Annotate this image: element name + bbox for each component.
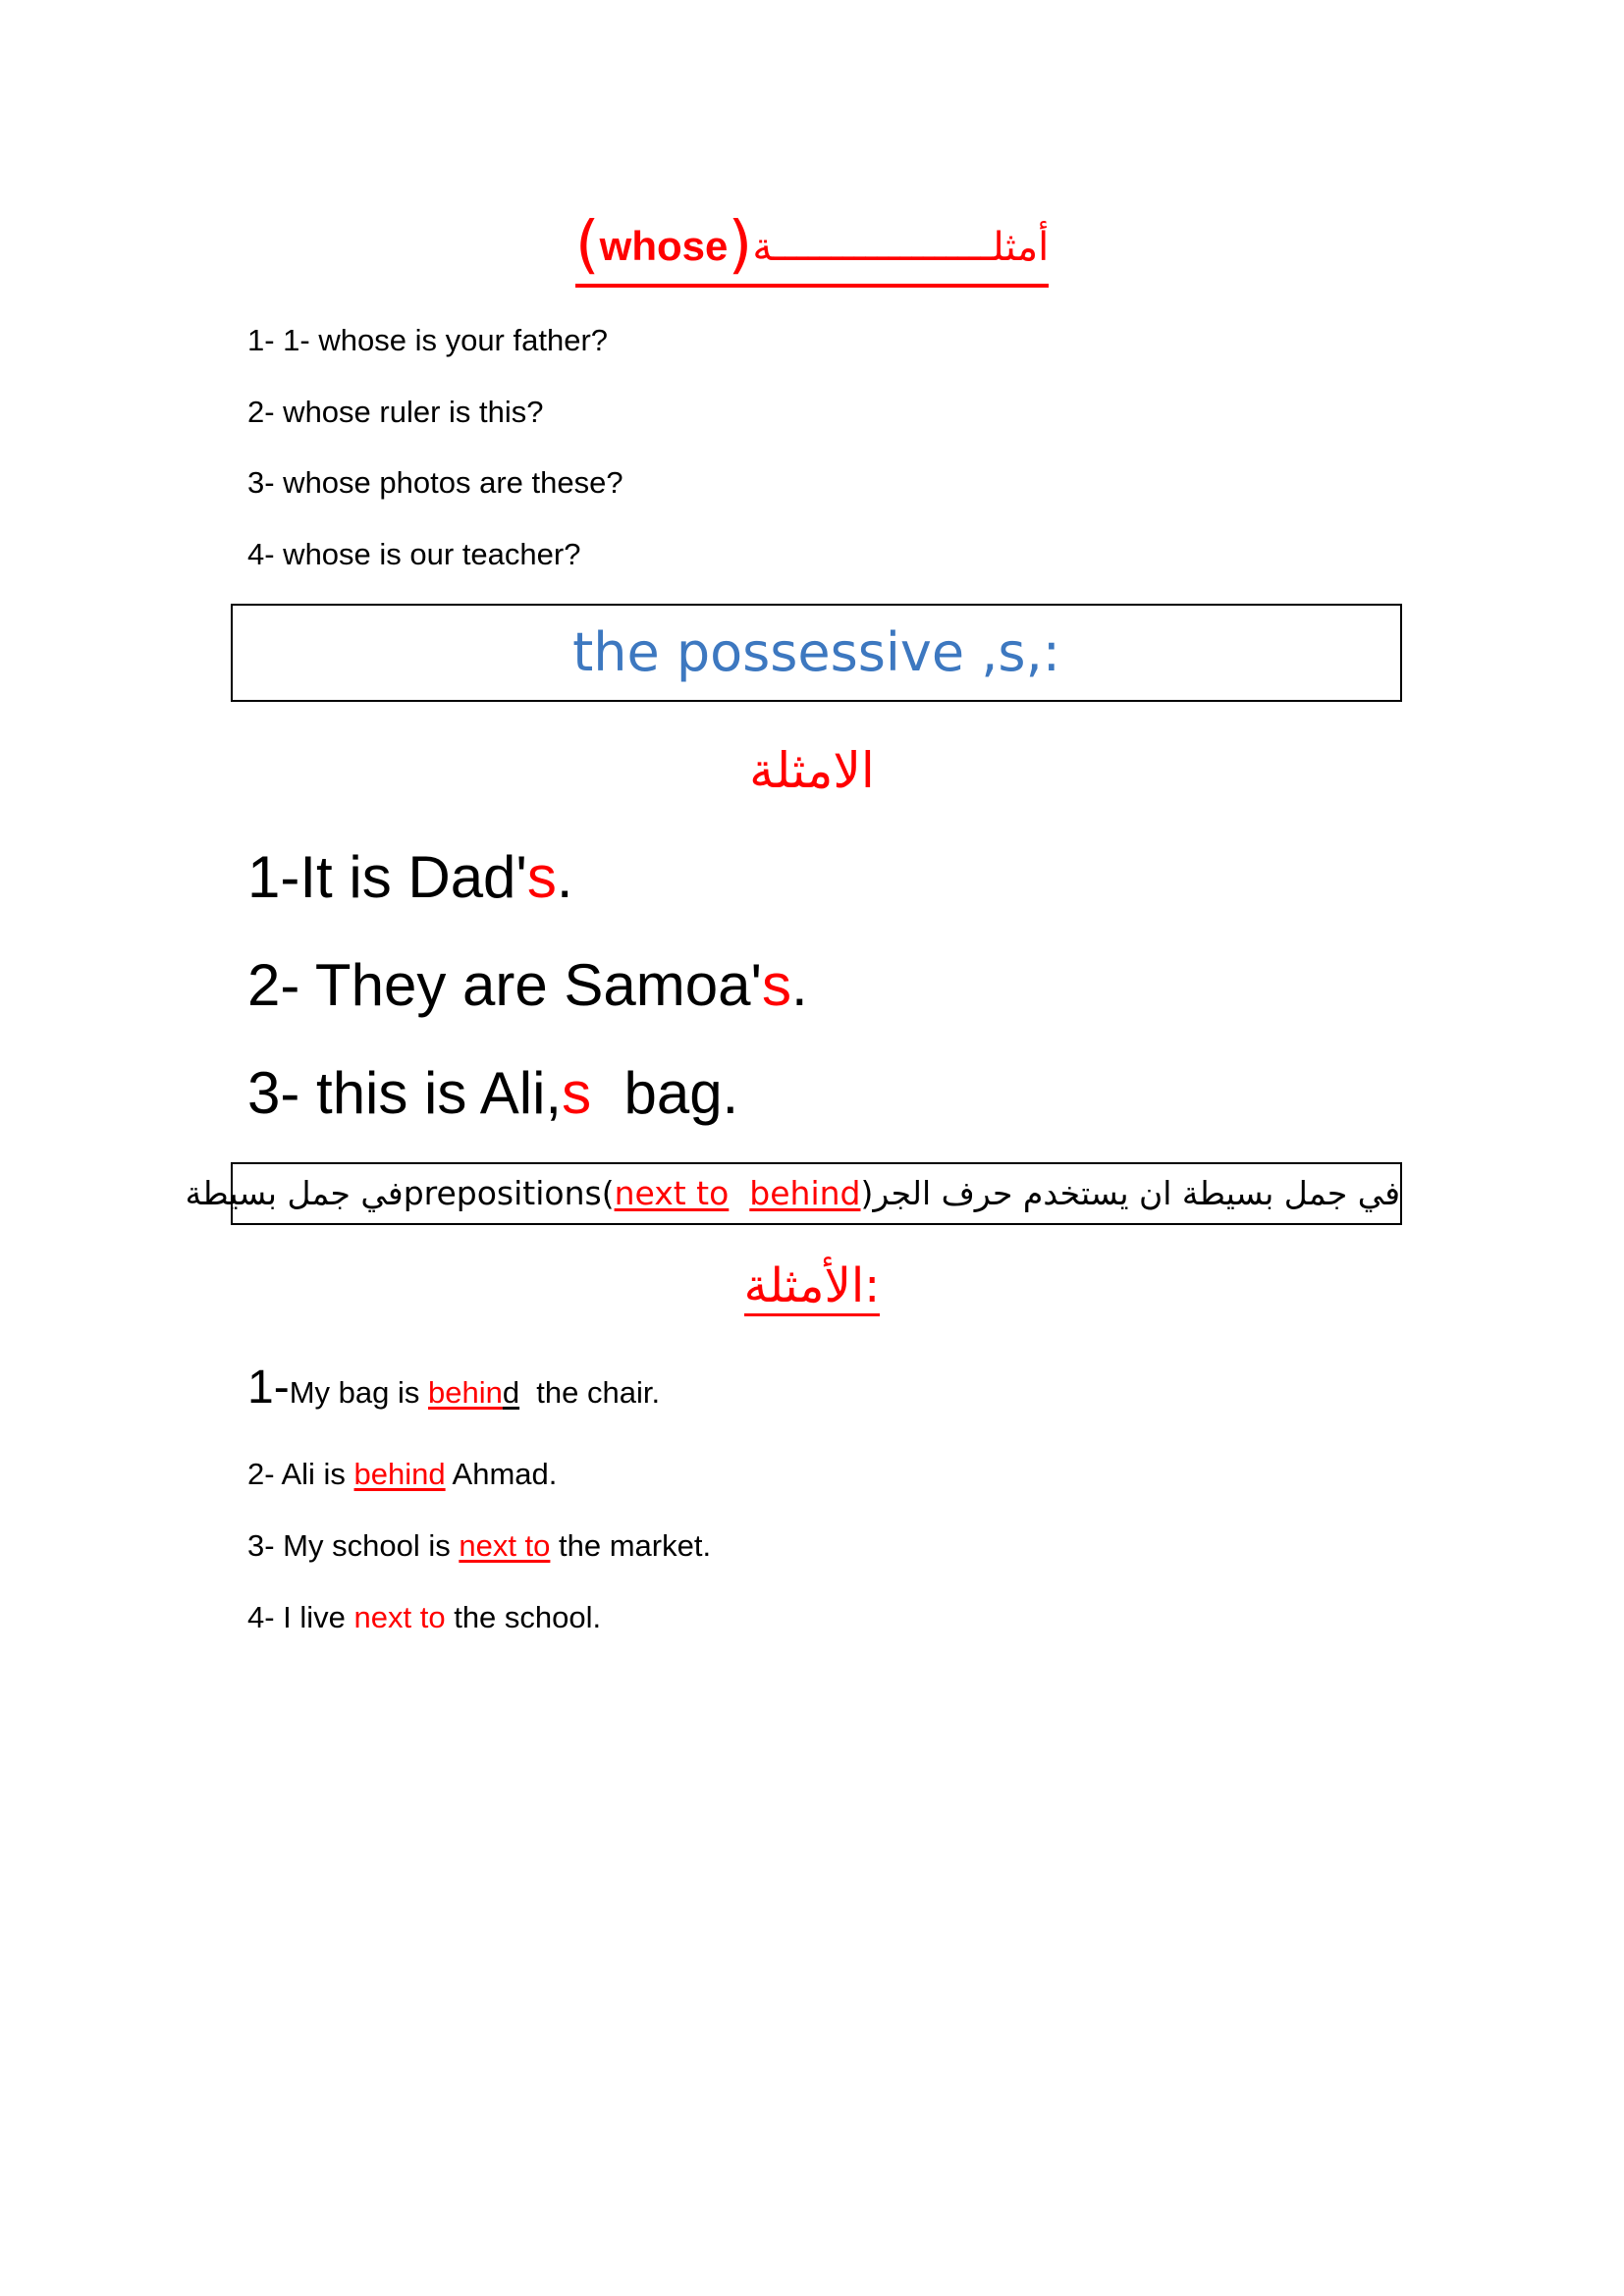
whose-example-4: 4- whose is our teacher?: [247, 537, 581, 571]
prep-example-4-highlight: next to: [353, 1600, 446, 1634]
whose-example-2: 2- whose ruler is this?: [247, 395, 544, 429]
prep-example-3-after: the market.: [550, 1528, 712, 1563]
possessive-examples-heading: الامثلة: [749, 742, 875, 799]
possessive-example-1-highlight: s: [526, 844, 557, 910]
prep-example-3: [247, 1524, 711, 1568]
prep-example-2-before: 2- Ali is: [247, 1457, 354, 1491]
prep-example-3-highlight: next to: [459, 1528, 551, 1563]
possessive-example-1-before: 1-It is Dad': [247, 844, 527, 910]
prep-example-3-before: 3- My school is: [247, 1528, 460, 1563]
prep-example-4-before: 4- I live: [247, 1600, 354, 1634]
prep-box-next-to: next to: [614, 1174, 730, 1212]
prep-example-1-highlight: behin: [427, 1375, 503, 1410]
possessive-example-3-before: 3- this is Ali,: [247, 1060, 563, 1126]
possessive-title-box: [231, 604, 1402, 702]
possessive-example-3-highlight: s: [562, 1060, 592, 1126]
whose-heading-paren-close: ): [728, 209, 753, 282]
prep-box-paren-open: (: [601, 1174, 615, 1212]
prep-example-1-after: the chair.: [519, 1375, 661, 1410]
prepositions-box: [185, 1162, 1402, 1225]
possessive-example-2-highlight: s: [761, 952, 791, 1018]
whose-heading-word: whose: [599, 223, 729, 269]
prep-example-4: [247, 1596, 601, 1639]
prep-box-arabic-end: في جمل بسيطة: [185, 1174, 404, 1212]
prep-example-1-lead: 1-: [247, 1362, 290, 1414]
possessive-example-2-after: .: [790, 952, 808, 1018]
whose-example-1: 1- 1- whose is your father?: [247, 323, 609, 357]
whose-heading: [0, 211, 1624, 288]
possessive-example-2: [247, 948, 808, 1023]
possessive-title: the possessive ,s,:: [572, 621, 1060, 683]
prep-example-2-highlight: behind: [353, 1457, 446, 1491]
prepositions-box-text: [185, 1170, 1400, 1217]
prep-example-2-after: Ahmad.: [445, 1457, 558, 1491]
possessive-example-3-after: bag.: [591, 1060, 739, 1126]
whose-example-3: 3- whose photos are these?: [247, 465, 623, 500]
prep-example-2: [247, 1453, 557, 1496]
prepositions-examples-heading: [0, 1247, 1624, 1325]
prep-box-paren-close: ): [860, 1174, 874, 1212]
prep-box-behind: behind: [749, 1174, 861, 1212]
possessive-example-1: [247, 840, 573, 915]
prep-example-1-mid: d: [502, 1375, 520, 1410]
whose-heading-underline: [575, 211, 1050, 288]
prep-example-1-before: My bag is: [289, 1375, 428, 1410]
prep-box-english-word: prepositions: [403, 1174, 602, 1212]
whose-heading-paren-open: (: [574, 209, 600, 282]
prepositions-examples-heading-text: :الأمثلة: [744, 1258, 881, 1316]
prep-example-1: [247, 1362, 661, 1415]
prep-box-arabic-start: في جمل بسيطة ان يستخدم حرف الجر: [873, 1174, 1400, 1212]
possessive-example-1-after: .: [556, 844, 573, 910]
possessive-example-3: [247, 1056, 738, 1131]
possessive-example-2-before: 2- They are Samoa': [247, 952, 762, 1018]
whose-heading-arabic: أمثلـــــــــــــــــــة: [752, 225, 1050, 270]
prep-example-4-after: the school.: [445, 1600, 602, 1634]
